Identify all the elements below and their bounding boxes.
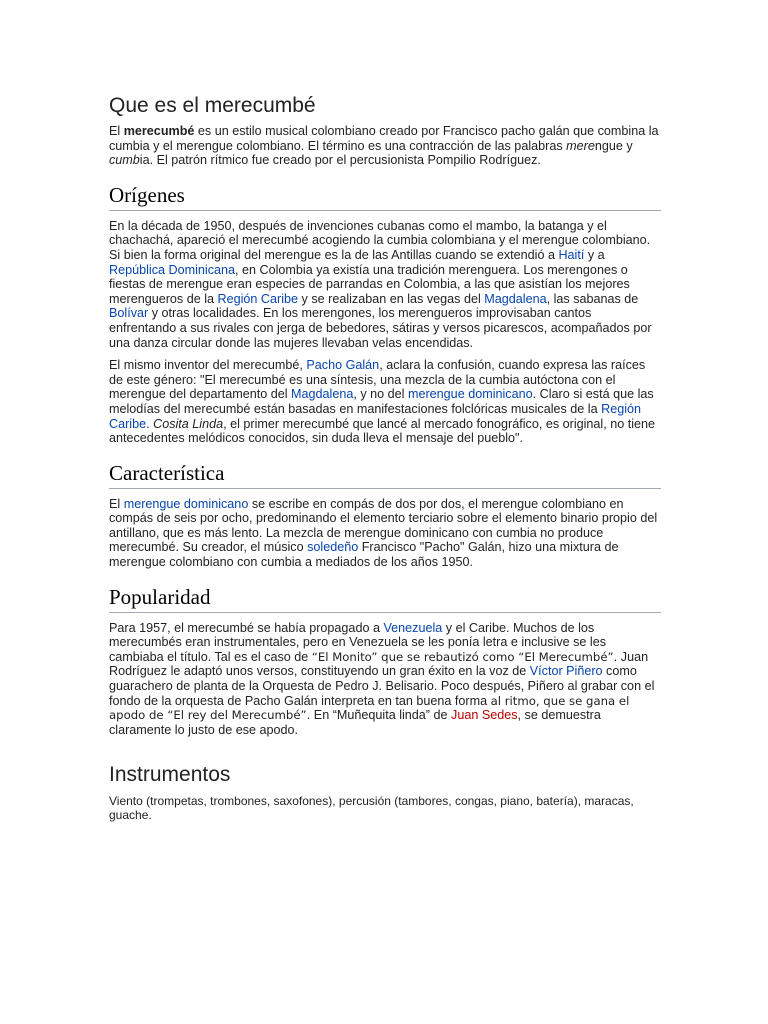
origenes-section — [109, 182, 661, 446]
link-bolivar[interactable]: Bolívar — [109, 306, 149, 321]
link-merengue-dominicano-2[interactable]: merengue dominicano — [123, 496, 249, 511]
text-run: , se demuestra claramente lo justo de ese apodo. — [109, 708, 601, 737]
origenes-paragraph-2 — [109, 358, 661, 446]
text-run: y otras localidades. En los merengones, los merengueros improvisaban cantos enfrentando a sus rivales con jerga de bebedores, sátiras y versos picarescos, acompañados por una danza circular donde las mujeres llevaban velas encendidas. — [109, 306, 652, 350]
intro-section — [109, 92, 661, 168]
text-run: es un estilo musical colombiano creado por Francisco pacho galán que combina la cumbia y el merengue colombiano. El término es una contracción de las palabras — [109, 124, 659, 153]
text-run: . — [146, 416, 154, 431]
link-magdalena-2[interactable]: Magdalena — [291, 387, 354, 402]
popularidad-section — [109, 584, 661, 738]
redlink-juan-sedes[interactable]: Juan Sedes — [451, 708, 518, 723]
quoted-run: “El Monito” que se rebautizó como “El Merecumbé”. — [311, 649, 618, 664]
link-victor-pinero[interactable]: Víctor Piñero — [529, 664, 603, 679]
page-title: Que es el merecumbé — [109, 94, 316, 117]
text-run: . Claro si está que las melodías del merecumbé están basadas en manifestaciones folclóricas musicales de la — [109, 387, 654, 416]
text-run: , en Colombia ya existía una tradición merenguera. Los merengones o fiestas de merengue eran especies de parrandas en Colombia, a las que asistían los mejores merengueros de la — [109, 262, 630, 306]
bold-term: merecumbé — [123, 124, 195, 138]
caracteristica-paragraph — [109, 497, 661, 570]
text-run: , aclara la confusión, cuando expresa las raíces de este género: "El merecumbé es una síntesis, una mezcla de la cumbia autóctona con el merengue del departamento del — [109, 358, 646, 402]
link-republica-dominicana[interactable]: República Dominicana — [109, 262, 236, 277]
text-run: En “Muñequita linda” de — [310, 708, 452, 723]
italic-run: mere — [566, 138, 595, 153]
link-region-caribe-2[interactable]: Región Caribe — [109, 401, 642, 431]
link-merengue-dominicano[interactable]: merengue dominicano — [407, 387, 533, 402]
caracteristica-section — [109, 460, 661, 570]
text-run: El — [109, 496, 124, 511]
text-run: como guarachero de planta de la Orquesta de Pedro J. Belisario. Poco después, Piñero al grabar con el fondo de la orquesta de Pacho Galán interpreta en tan buena forma — [109, 664, 655, 708]
text-run: El mismo inventor del merecumbé, — [109, 358, 307, 373]
instrumentos-section — [109, 761, 661, 823]
text-run: Francisco "Pacho" Galán, hizo una mixtura de merengue colombiano con cumbia a mediados de los años 1950. — [109, 540, 619, 570]
quoted-run: al ritmo, que se gana el apodo de “El rey del Merecumbé”. — [109, 693, 630, 723]
italic-run: Cosita Linda — [153, 416, 224, 431]
article — [109, 92, 661, 823]
section-heading-popularidad: Popularidad — [109, 584, 661, 613]
italic-run: cumb — [109, 153, 140, 168]
text-run: se escribe en compás de dos por dos, el merengue colombiano en compás de seis por ocho, predominando el elemento terciario sobre el elemento binario propio del antillano, que es más lento. La mezcla de merengue dominicano con cumbia no produce merecumbé. Su creador, el músico — [109, 496, 658, 555]
text-run: y se realizaban en las vegas del — [298, 291, 485, 306]
link-haiti[interactable]: Haití — [558, 247, 585, 262]
text-run: ia. El patrón rítmico fue creado por el percusionista Pompilio Rodríguez. — [139, 153, 541, 168]
instrumentos-paragraph: Viento (trompetas, trombones, saxofones), percusión (tambores, congas, piano, batería), maracas, guache. — [109, 794, 634, 823]
origenes-paragraph-1 — [109, 219, 661, 350]
link-venezuela[interactable]: Venezuela — [383, 620, 443, 635]
link-pacho-galan[interactable]: Pacho Galán — [306, 358, 380, 373]
text-run: y a — [584, 247, 605, 262]
text-run: y el Caribe. Muchos de los merecumbés eran instrumentales, pero en Venezuela se les ponía letra e inclusive se les cambiaba el título. Tal es el caso de — [109, 620, 607, 664]
section-heading-instrumentos: Instrumentos — [109, 763, 231, 787]
section-heading-origenes: Orígenes — [109, 182, 661, 211]
section-heading-caracteristica: Característica — [109, 460, 661, 489]
text-run: Para 1957, el merecumbé se había propagado a — [109, 620, 384, 635]
text-run: El — [109, 124, 124, 138]
text-run: , las sabanas de — [546, 291, 639, 306]
link-soledeno[interactable]: soledeño — [307, 540, 359, 555]
intro-paragraph — [109, 124, 661, 168]
popularidad-paragraph — [109, 621, 661, 738]
text-run: Juan Rodríguez le adaptó unos versos, constituyendo un gran éxito en la voz de — [109, 649, 649, 679]
text-run: ngue y — [594, 138, 633, 153]
link-magdalena[interactable]: Magdalena — [484, 291, 547, 306]
text-run: , el primer merecumbé que lancé al mercado fonográfico, es original, no tiene antecedentes melódicos conocidos, sin duda lleva el mensaje del pueblo". — [109, 416, 656, 446]
link-region-caribe[interactable]: Región Caribe — [217, 291, 299, 306]
text-run: , y no del — [353, 387, 408, 402]
text-run: En la década de 1950, después de invenciones cubanas como el mambo, la batanga y el chachachá, apareció el merecumbé acogiendo la cumbia colombiana y el merengue colombiano. Si bien la forma original del merengue es la de las Antillas cuando se extendió a — [109, 218, 651, 262]
